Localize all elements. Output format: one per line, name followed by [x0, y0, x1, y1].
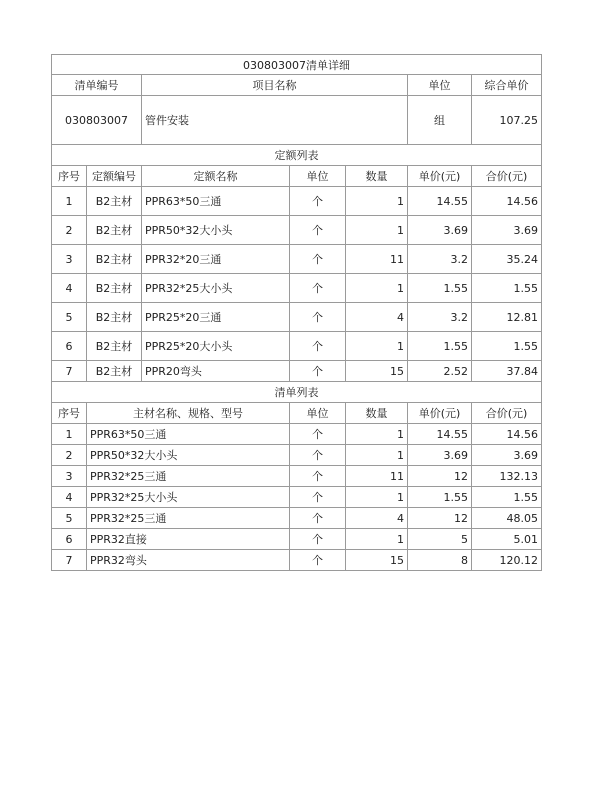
quota-col-no: 序号 — [52, 166, 87, 187]
quota-col-code: 定额编号 — [87, 166, 142, 187]
quota-total: 37.84 — [472, 361, 542, 382]
quota-qty: 1 — [346, 332, 408, 361]
quota-code: B2主材 — [87, 361, 142, 382]
quota-code: B2主材 — [87, 332, 142, 361]
quota-no: 1 — [52, 187, 87, 216]
quota-col-price: 单价(元) — [408, 166, 472, 187]
quota-total: 3.69 — [472, 216, 542, 245]
quota-price: 2.52 — [408, 361, 472, 382]
quota-no: 6 — [52, 332, 87, 361]
material-unit: 个 — [290, 508, 346, 529]
quota-row — [52, 303, 542, 332]
quota-qty: 1 — [346, 274, 408, 303]
item-row — [52, 96, 542, 145]
quota-total: 14.56 — [472, 187, 542, 216]
material-price: 3.69 — [408, 445, 472, 466]
code-header: 清单编号 — [52, 75, 142, 96]
material-total: 132.13 — [472, 466, 542, 487]
quota-unit: 个 — [290, 187, 346, 216]
material-row — [52, 424, 542, 445]
material-name: PPR32*25三通 — [87, 508, 290, 529]
material-qty: 11 — [346, 466, 408, 487]
quota-col-qty: 数量 — [346, 166, 408, 187]
quota-unit: 个 — [290, 303, 346, 332]
quota-section-row — [52, 145, 542, 166]
quota-row — [52, 274, 542, 303]
material-unit: 个 — [290, 487, 346, 508]
sheet-title: 030803007清单详细 — [52, 55, 542, 75]
name-header: 项目名称 — [142, 75, 408, 96]
material-name: PPR63*50三通 — [87, 424, 290, 445]
quota-unit: 个 — [290, 332, 346, 361]
detail-sheet — [51, 54, 541, 571]
material-row — [52, 508, 542, 529]
material-unit: 个 — [290, 466, 346, 487]
material-qty: 4 — [346, 508, 408, 529]
quota-name: PPR25*20三通 — [142, 303, 290, 332]
item-header-row — [52, 75, 542, 96]
materials-col-price: 单价(元) — [408, 403, 472, 424]
quota-qty: 11 — [346, 245, 408, 274]
item-unit: 组 — [408, 96, 472, 145]
quota-section-title: 定额列表 — [52, 145, 542, 166]
quota-row — [52, 187, 542, 216]
material-no: 1 — [52, 424, 87, 445]
material-price: 12 — [408, 466, 472, 487]
materials-col-no: 序号 — [52, 403, 87, 424]
item-code: 030803007 — [52, 96, 142, 145]
quota-price: 1.55 — [408, 274, 472, 303]
quota-qty: 15 — [346, 361, 408, 382]
material-qty: 1 — [346, 445, 408, 466]
materials-col-total: 合价(元) — [472, 403, 542, 424]
material-name: PPR32弯头 — [87, 550, 290, 571]
material-total: 14.56 — [472, 424, 542, 445]
material-row — [52, 550, 542, 571]
quota-price: 3.69 — [408, 216, 472, 245]
material-row — [52, 487, 542, 508]
item-name: 管件安装 — [142, 96, 408, 145]
quota-price: 1.55 — [408, 332, 472, 361]
material-no: 2 — [52, 445, 87, 466]
quota-no: 3 — [52, 245, 87, 274]
material-no: 6 — [52, 529, 87, 550]
material-total: 3.69 — [472, 445, 542, 466]
quota-code: B2主材 — [87, 187, 142, 216]
material-row — [52, 445, 542, 466]
material-name: PPR32直接 — [87, 529, 290, 550]
materials-col-name: 主材名称、规格、型号 — [87, 403, 290, 424]
quota-row — [52, 245, 542, 274]
quota-total: 1.55 — [472, 332, 542, 361]
quota-col-name: 定额名称 — [142, 166, 290, 187]
quota-name: PPR32*20三通 — [142, 245, 290, 274]
quota-row — [52, 216, 542, 245]
quota-col-total: 合价(元) — [472, 166, 542, 187]
quota-name: PPR63*50三通 — [142, 187, 290, 216]
price-header: 综合单价 — [472, 75, 542, 96]
material-name: PPR50*32大小头 — [87, 445, 290, 466]
material-unit: 个 — [290, 529, 346, 550]
materials-columns-row — [52, 403, 542, 424]
materials-section-row — [52, 382, 542, 403]
materials-section-title: 清单列表 — [52, 382, 542, 403]
unit-header: 单位 — [408, 75, 472, 96]
quota-name: PPR50*32大小头 — [142, 216, 290, 245]
material-qty: 1 — [346, 529, 408, 550]
detail-table — [51, 54, 542, 571]
quota-no: 4 — [52, 274, 87, 303]
material-no: 4 — [52, 487, 87, 508]
materials-col-unit: 单位 — [290, 403, 346, 424]
material-price: 8 — [408, 550, 472, 571]
material-qty: 1 — [346, 424, 408, 445]
quota-unit: 个 — [290, 216, 346, 245]
material-row — [52, 466, 542, 487]
quota-total: 12.81 — [472, 303, 542, 332]
quota-name: PPR25*20大小头 — [142, 332, 290, 361]
quota-no: 7 — [52, 361, 87, 382]
quota-qty: 1 — [346, 216, 408, 245]
material-unit: 个 — [290, 550, 346, 571]
material-total: 5.01 — [472, 529, 542, 550]
quota-total: 35.24 — [472, 245, 542, 274]
quota-unit: 个 — [290, 361, 346, 382]
quota-total: 1.55 — [472, 274, 542, 303]
material-unit: 个 — [290, 445, 346, 466]
quota-name: PPR20弯头 — [142, 361, 290, 382]
material-price: 14.55 — [408, 424, 472, 445]
materials-col-qty: 数量 — [346, 403, 408, 424]
quota-code: B2主材 — [87, 216, 142, 245]
quota-qty: 1 — [346, 187, 408, 216]
material-no: 3 — [52, 466, 87, 487]
material-no: 5 — [52, 508, 87, 529]
quota-qty: 4 — [346, 303, 408, 332]
material-name: PPR32*25三通 — [87, 466, 290, 487]
quota-price: 3.2 — [408, 245, 472, 274]
material-total: 48.05 — [472, 508, 542, 529]
quota-price: 14.55 — [408, 187, 472, 216]
quota-col-unit: 单位 — [290, 166, 346, 187]
quota-unit: 个 — [290, 245, 346, 274]
material-total: 120.12 — [472, 550, 542, 571]
material-qty: 15 — [346, 550, 408, 571]
quota-code: B2主材 — [87, 303, 142, 332]
material-no: 7 — [52, 550, 87, 571]
material-price: 12 — [408, 508, 472, 529]
quota-price: 3.2 — [408, 303, 472, 332]
material-row — [52, 529, 542, 550]
quota-row — [52, 332, 542, 361]
quota-row — [52, 361, 542, 382]
quota-code: B2主材 — [87, 274, 142, 303]
quota-no: 5 — [52, 303, 87, 332]
quota-code: B2主材 — [87, 245, 142, 274]
material-name: PPR32*25大小头 — [87, 487, 290, 508]
quota-no: 2 — [52, 216, 87, 245]
quota-columns-row — [52, 166, 542, 187]
material-price: 5 — [408, 529, 472, 550]
title-row — [52, 55, 542, 75]
material-total: 1.55 — [472, 487, 542, 508]
material-price: 1.55 — [408, 487, 472, 508]
quota-unit: 个 — [290, 274, 346, 303]
item-price: 107.25 — [472, 96, 542, 145]
quota-name: PPR32*25大小头 — [142, 274, 290, 303]
material-qty: 1 — [346, 487, 408, 508]
material-unit: 个 — [290, 424, 346, 445]
